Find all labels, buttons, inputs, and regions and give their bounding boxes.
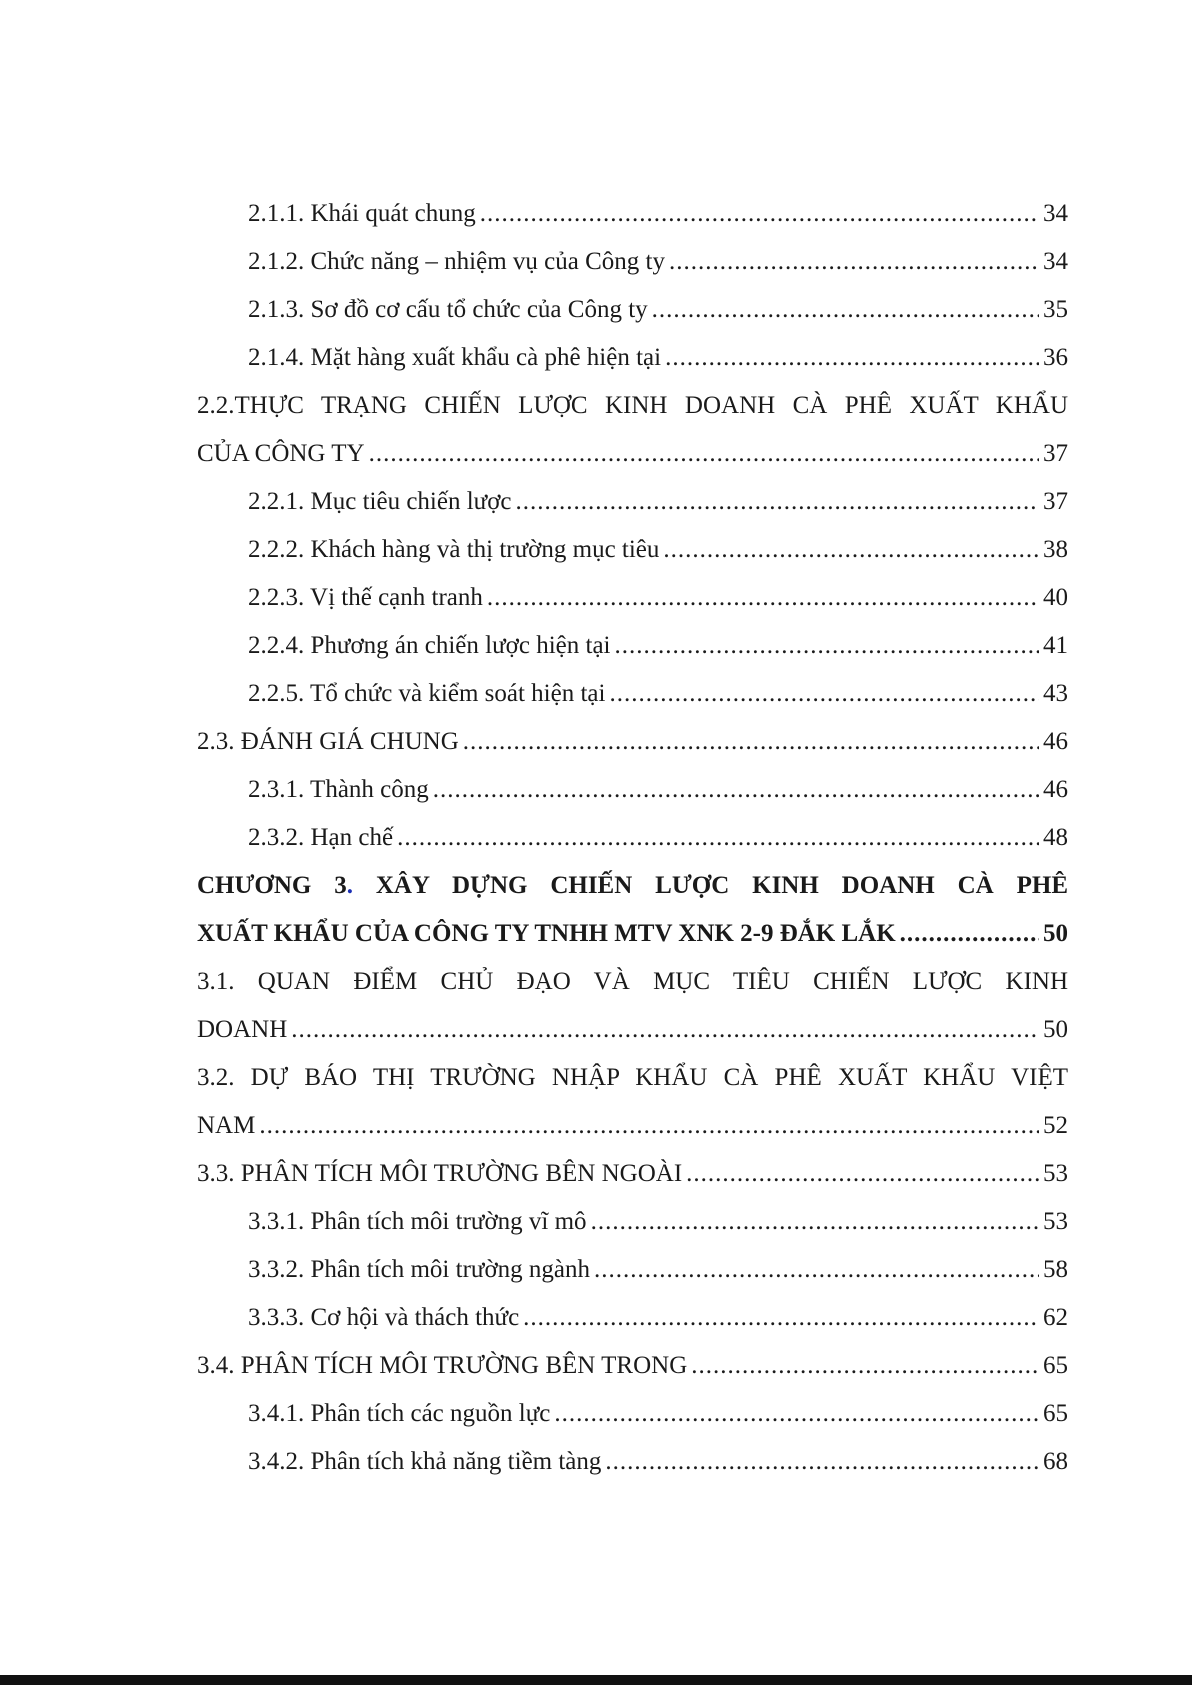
toc-page-number: 34 — [1043, 200, 1068, 227]
toc-entry-3-2-line2[interactable] — [197, 1102, 1068, 1150]
dot-leader — [609, 670, 1039, 718]
toc-page-number: 38 — [1043, 536, 1068, 563]
toc-page-number: 53 — [1043, 1160, 1068, 1187]
toc-entry-title: 2.2.1. Mục tiêu chiến lược — [248, 488, 512, 515]
toc-page-number: 46 — [1043, 776, 1068, 803]
toc-page-number: 37 — [1043, 440, 1068, 467]
toc-entry-title: 2.2.5. Tổ chức và kiểm soát hiện tại — [248, 680, 606, 707]
toc-entry-3-3-3[interactable] — [197, 1294, 1068, 1342]
toc-entry-title: 2.3.2. Hạn chế — [248, 824, 394, 851]
toc-entry-2-2-5[interactable] — [197, 670, 1068, 718]
toc-entry-3-3-1[interactable] — [197, 1198, 1068, 1246]
chapter-prefix: CHƯƠNG 3 — [197, 872, 347, 899]
toc-entry-3-3[interactable] — [197, 1150, 1068, 1198]
dot-leader — [463, 718, 1039, 766]
dot-leader — [433, 766, 1039, 814]
dot-leader — [291, 1006, 1039, 1054]
toc-entry-2-3-2[interactable] — [197, 814, 1068, 862]
toc-entry-title: 3.1. QUAN ĐIỂM CHỦ ĐẠO VÀ MỤC TIÊU CHIẾN LƯỢC KINH — [197, 968, 1068, 995]
toc-entry-2-2-line1[interactable] — [197, 382, 1068, 430]
toc-entry-title: 2.3. ĐÁNH GIÁ CHUNG — [197, 728, 459, 755]
dot-leader — [691, 1342, 1039, 1390]
toc-entry-title: XÂY DỰNG CHIẾN LƯỢC KINH DOANH CÀ PHÊ — [375, 872, 1069, 899]
toc-entry-title: 3.4.2. Phân tích khả năng tiềm tàng — [248, 1448, 602, 1475]
toc-entry-title: 3.3. PHÂN TÍCH MÔI TRƯỜNG BÊN NGOÀI — [197, 1160, 683, 1187]
toc-entry-2-2-4[interactable] — [197, 622, 1068, 670]
toc-entry-title: 2.2.3. Vị thế cạnh tranh — [248, 584, 483, 611]
toc-page-number: 50 — [1043, 1016, 1068, 1043]
toc-page-number: 62 — [1043, 1304, 1068, 1331]
toc-page-number: 37 — [1043, 488, 1068, 515]
dot-leader — [686, 1150, 1039, 1198]
toc-entry-title: 2.1.1. Khái quát chung — [248, 200, 476, 227]
dot-leader — [900, 910, 1039, 958]
toc-entry-title: 3.4. PHÂN TÍCH MÔI TRƯỜNG BÊN TRONG — [197, 1352, 688, 1379]
toc-page-number: 65 — [1043, 1400, 1068, 1427]
dot-leader — [523, 1294, 1039, 1342]
toc-page-number: 40 — [1043, 584, 1068, 611]
toc-entry-title: 3.3.1. Phân tích môi trường vĩ mô — [248, 1208, 587, 1235]
toc-entry-title: 2.3.1. Thành công — [248, 776, 429, 803]
toc-entry-title: 3.4.1. Phân tích các nguồn lực — [248, 1400, 551, 1427]
toc-entry-2-2-2[interactable] — [197, 526, 1068, 574]
toc-page-number: 46 — [1043, 728, 1068, 755]
toc-entry-2-2-line2[interactable] — [197, 430, 1068, 478]
toc-entry-chapter-3-line2[interactable] — [197, 910, 1068, 958]
dot-leader — [663, 526, 1039, 574]
toc-entry-title: 2.1.2. Chức năng – nhiệm vụ của Công ty — [248, 248, 665, 275]
toc-entry-3-4-2[interactable] — [197, 1438, 1068, 1486]
dot-leader — [594, 1246, 1039, 1294]
toc-entry-title: DOANH — [197, 1016, 288, 1043]
dot-leader — [554, 1390, 1039, 1438]
dot-leader — [487, 574, 1039, 622]
toc-entry-3-2-line1[interactable] — [197, 1054, 1068, 1102]
toc-entry-title: 3.3.2. Phân tích môi trường ngành — [248, 1256, 591, 1283]
toc-page-number: 41 — [1043, 632, 1068, 659]
toc-page-number: 58 — [1043, 1256, 1068, 1283]
dot-leader — [480, 190, 1039, 238]
dot-leader — [605, 1438, 1039, 1486]
toc-page-number: 65 — [1043, 1352, 1068, 1379]
toc-entry-3-1-line1[interactable] — [197, 958, 1068, 1006]
toc-entry-2-3[interactable] — [197, 718, 1068, 766]
dot-leader — [369, 430, 1039, 478]
toc-page-number: 53 — [1043, 1208, 1068, 1235]
dot-leader — [591, 1198, 1039, 1246]
toc-page-number: 34 — [1043, 248, 1068, 275]
dot-leader — [397, 814, 1039, 862]
dot-leader — [669, 238, 1039, 286]
toc-entry-3-4[interactable] — [197, 1342, 1068, 1390]
toc-entry-2-2-3[interactable] — [197, 574, 1068, 622]
table-of-contents — [197, 190, 1068, 1486]
toc-entry-title: 2.1.3. Sơ đồ cơ cấu tổ chức của Công ty — [248, 296, 648, 323]
toc-entry-title: CỦA CÔNG TY — [197, 440, 365, 467]
toc-entry-2-1-2[interactable] — [197, 238, 1068, 286]
dot-leader — [259, 1102, 1039, 1150]
toc-entry-title: 2.1.4. Mặt hàng xuất khẩu cà phê hiện tại — [248, 344, 662, 371]
toc-entry-title: 3.2. DỰ BÁO THỊ TRƯỜNG NHẬP KHẨU CÀ PHÊ XUẤT KHẨU VIỆT — [197, 1064, 1068, 1091]
toc-entry-3-4-1[interactable] — [197, 1390, 1068, 1438]
toc-page-number: 68 — [1043, 1448, 1068, 1475]
toc-entry-2-1-4[interactable] — [197, 334, 1068, 382]
toc-page-number: 36 — [1043, 344, 1068, 371]
toc-entry-2-2-1[interactable] — [197, 478, 1068, 526]
dot-leader — [665, 334, 1039, 382]
dot-leader — [615, 622, 1040, 670]
toc-page-number: 52 — [1043, 1112, 1068, 1139]
dot-leader — [516, 478, 1039, 526]
chapter-dot: . — [346, 872, 353, 899]
toc-page-number: 50 — [1043, 920, 1068, 947]
toc-entry-title: XUẤT KHẨU CỦA CÔNG TY TNHH MTV XNK 2-9 ĐẮK LẮK — [197, 920, 896, 947]
toc-entry-title: 2.2.4. Phương án chiến lược hiện tại — [248, 632, 611, 659]
toc-entry-title: 3.3.3. Cơ hội và thách thức — [248, 1304, 520, 1331]
toc-entry-3-1-line2[interactable] — [197, 1006, 1068, 1054]
dot-leader — [652, 286, 1039, 334]
toc-entry-title: 2.2.THỰC TRẠNG CHIẾN LƯỢC KINH DOANH CÀ PHÊ XUẤT KHẨU — [197, 392, 1068, 419]
toc-entry-2-1-1[interactable] — [197, 190, 1068, 238]
toc-entry-2-3-1[interactable] — [197, 766, 1068, 814]
toc-entry-title: NAM — [197, 1112, 256, 1139]
toc-entry-2-1-3[interactable] — [197, 286, 1068, 334]
toc-page-number: 43 — [1043, 680, 1068, 707]
page-bottom-edge — [0, 1675, 1192, 1685]
toc-entry-chapter-3-line1[interactable] — [197, 862, 1068, 910]
toc-entry-3-3-2[interactable] — [197, 1246, 1068, 1294]
toc-page-number: 35 — [1043, 296, 1068, 323]
toc-page-number: 48 — [1043, 824, 1068, 851]
toc-entry-title: 2.2.2. Khách hàng và thị trường mục tiêu — [248, 536, 660, 563]
